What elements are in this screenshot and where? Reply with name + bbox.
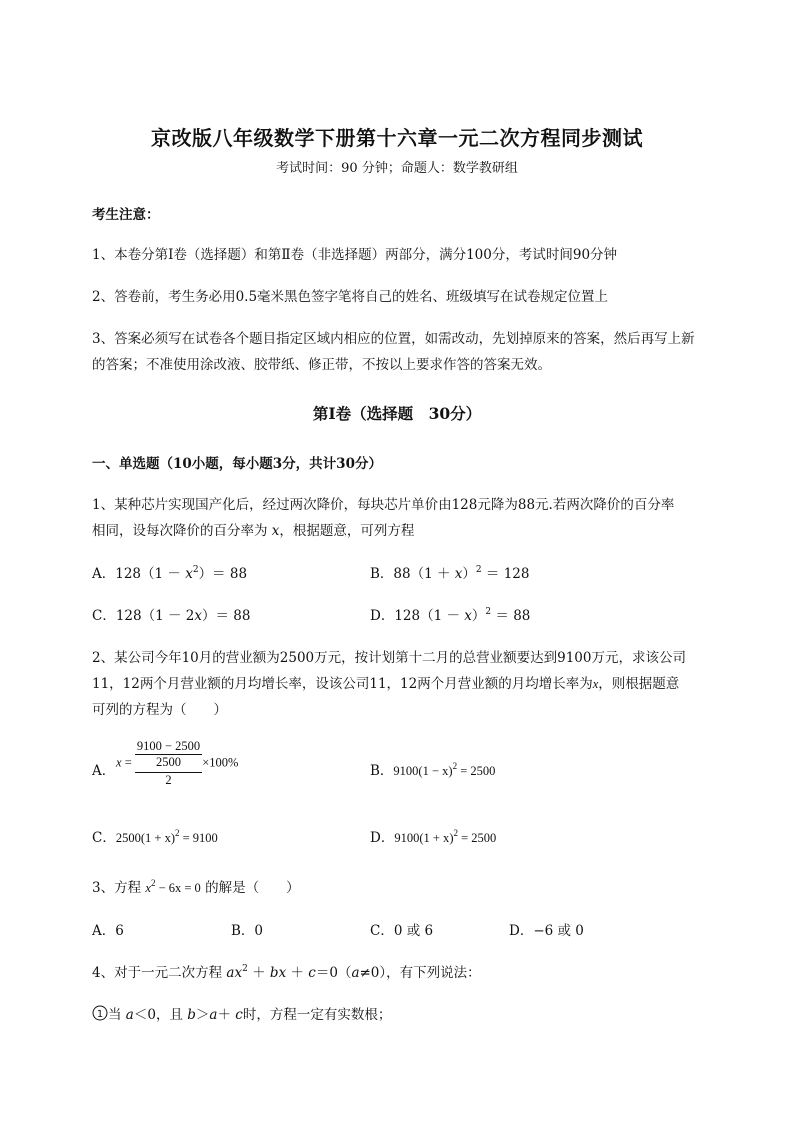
notice-heading: 考生注意： — [92, 207, 160, 223]
q3-option-c: C．0 或 6 — [370, 923, 434, 939]
q2-option-c: C．$2500(1 + x)^2 = 9100$ — [92, 828, 218, 846]
q3-option-b: B．0 — [231, 923, 264, 939]
part-heading: 一、单选题（10小题，每小题3分，共计30分） — [92, 456, 382, 472]
q1-option-c: C．128（1 － 2x）＝ 88 — [92, 608, 251, 624]
page-title: 京改版八年级数学下册第十六章一元二次方程同步测试 — [151, 126, 643, 150]
q1-stem-line2: 相同，设每次降价的百分率为 x，根据题意，可列方程 — [92, 523, 415, 539]
notice-item-3-cont: 的答案；不准使用涂改液、胶带纸、修正带，不按以上要求作答的答案无效。 — [92, 357, 551, 373]
q3-option-d: D．−6 或 0 — [509, 923, 584, 939]
q2-option-b: B．$9100(1 - x)^2 = 2500$ — [370, 761, 496, 779]
q1-option-a: A．$128(1 - x^2)= 88$ — [92, 565, 248, 582]
notice-item-3: 3、答案必须写在试卷各个题目指定区域内相应的位置，如需改动，先划掉原来的答案，然后再写上新 — [92, 331, 695, 347]
q3-option-a: A．6 — [92, 923, 124, 939]
section-title: 第Ⅰ卷（选择题 30分） — [312, 404, 482, 423]
exam-subtitle: 考试时间：90 分钟；命题人：数学教研组 — [276, 161, 518, 176]
q4-statement-1: 1 当 a＜0，且 b＞a＋ c时，方程一定有实数根； — [92, 1003, 391, 1023]
notice-item-2: 2、答卷前，考生务必用0.5毫米黑色签字笔将自己的姓名、班级填写在试卷规定位置上 — [92, 289, 609, 305]
q2-stem-line3: 可列的方程为（ ） — [92, 702, 227, 718]
circled-number-icon — [92, 1005, 108, 1021]
q1-stem-line1: 1、某种芯片实现国产化后，经过两次降价，每块芯片单价由128元降为88元.若两次降价的百分率 — [92, 497, 675, 513]
q4-stem: 4、对于一元二次方程 $ax^2$ ＋ bx ＋ c＝0（a≠0），有下列说法： — [92, 964, 481, 981]
q2-option-d: D．$9100(1 + x)^2 = 2500$ — [370, 828, 497, 846]
q3-stem: 3、方程 $x^2 - 6x = 0$ 的解是（ ） — [92, 878, 300, 896]
q1-option-d: D．$128(1 - x)^2 = 88$ — [370, 607, 531, 624]
q2-option-a-formula: x = $\frac{\frac{9100 - 2500}{2500}}{2}$ ×100% — [116, 739, 239, 787]
q2-option-a-label: A． — [92, 763, 116, 779]
q2-stem-line1: 2、某公司今年10月的营业额为2500万元，按计划第十二月的总营业额要达到9100万元，求该公司 — [92, 650, 686, 666]
q2-stem-line2: 11，12两个月营业额的月均增长率，设该公司11，12两个月营业额的月均增长率为x，则根据题意 — [92, 676, 680, 692]
q1-option-b: B．$88(1 + x)^2 = 128$ — [370, 565, 530, 582]
notice-item-1: 1、本卷分第Ⅰ卷（选择题）和第Ⅱ卷（非选择题）两部分，满分100分，考试时间90分钟 — [92, 247, 618, 263]
svg-text:1: 1 — [96, 1009, 104, 1020]
